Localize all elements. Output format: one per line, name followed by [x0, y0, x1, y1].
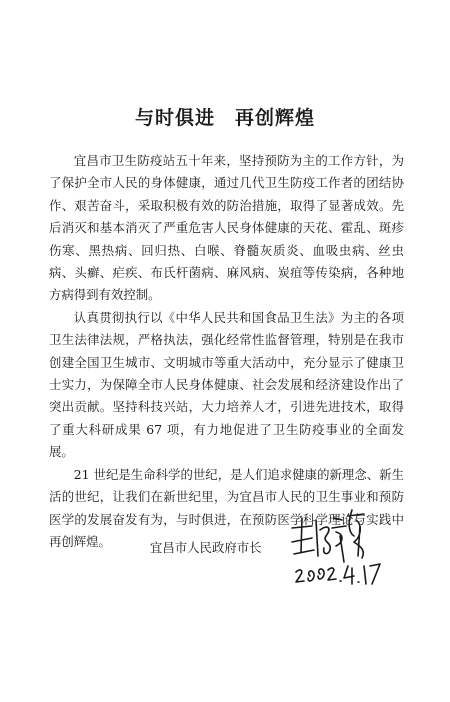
paragraph-3: 21 世纪是生命科学的世纪，是人们追求健康的新理念、新生活的世纪，让我们在新世纪里，为宜昌市人民的卫生事业和预防医学的发展奋发有为，与时俱进，在预防医学科学理论与实践中再创辉煌。	[49, 466, 404, 549]
handwritten-signature	[282, 506, 382, 596]
document-title: 与时俱进 再创辉煌	[134, 107, 315, 129]
paragraph-1: 宜昌市卫生防疫站五十年来，坚持预防为主的工作方针，为了保护全市人民的身体健康，通过几代卫生防疫工作者的团结协作、艰苦奋斗，采取积极有效的防治措施，取得了显著成效。先后消灭和基本消灭了严重危害人民身体健康的天花、霍乱、斑疹伤寒、黑热病、回归热、白喉、脊髓灰质炎、血吸虫病、丝虫病、头癣、疟疾、布氏杆菌病、麻风病、炭疽等传染病，各种地方病得到有效控制。	[49, 153, 404, 303]
paragraph-2: 认真贯彻执行以《中华人民共和国食品卫生法》为主的各项卫生法律法规，严格执法，强化经常性监督管理，特别是在我市创建全国卫生城市、文明城市等重大活动中，充分显示了健康卫士实力，为保障全市人民身体健康、社会发展和经济建设作出了突出贡献。坚持科技兴站，大力培养人才，引进先进技术，取得了重大科研成果 67 项，有力地促进了卫生防疫事业的全面发展。	[49, 309, 404, 460]
document-body	[49, 150, 404, 553]
signer-title: 宜昌市人民政府市长	[150, 540, 262, 555]
